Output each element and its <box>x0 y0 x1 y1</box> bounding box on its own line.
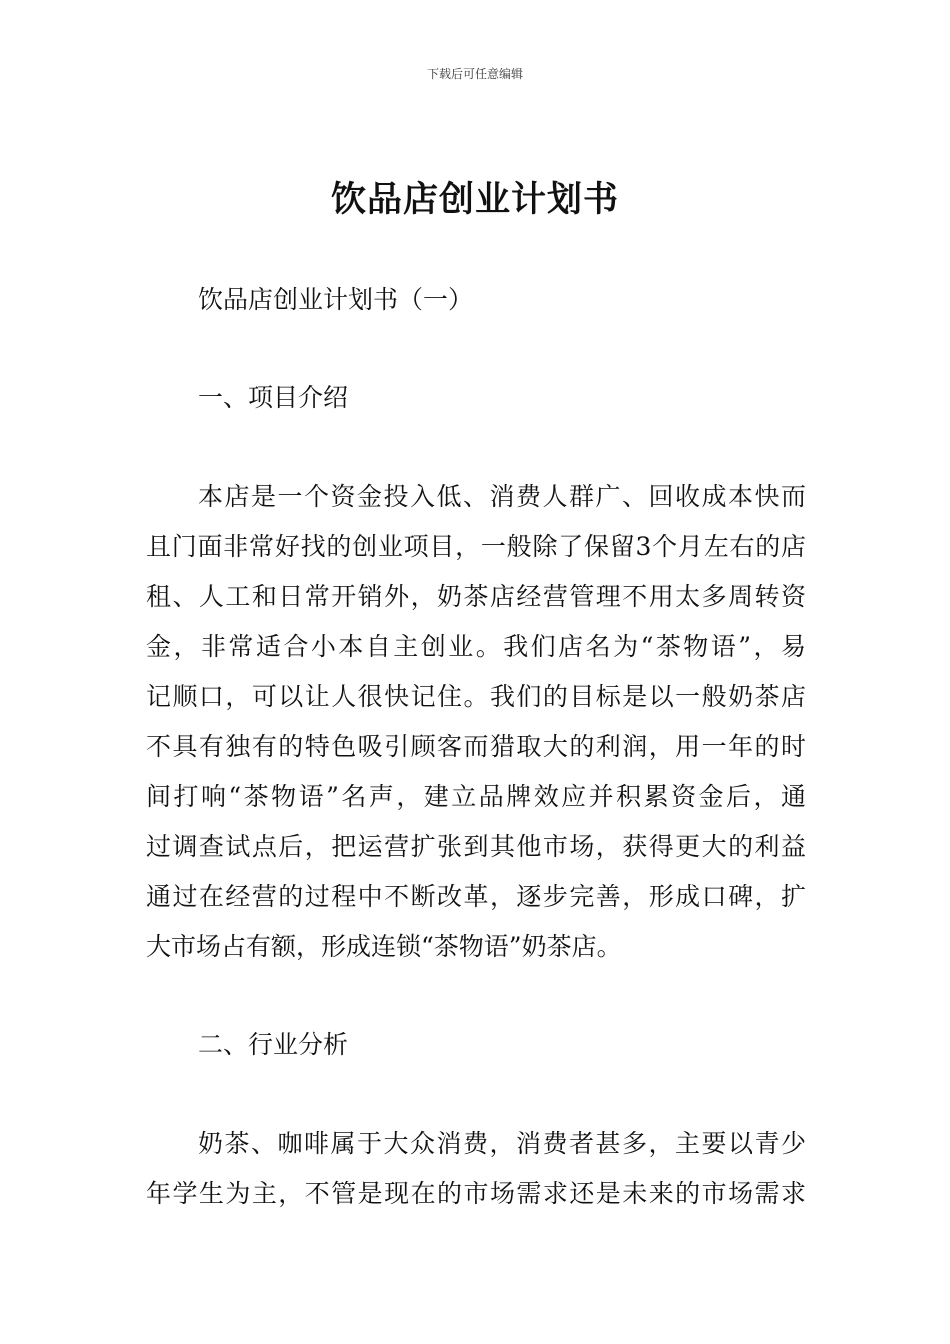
subtitle: 饮品店创业计划书（一） <box>198 285 474 314</box>
paragraph-line: 过调查试点后，把运营扩张到其他市场，获得更大的利益 <box>146 832 806 861</box>
section-heading-industry-analysis: 二、行业分析 <box>198 1030 349 1059</box>
paragraph-line: 大市场占有额，形成连锁“茶物语”奶茶店。 <box>146 932 622 961</box>
paragraph-line: 本店是一个资金投入低、消费人群广、回收成本快而 <box>198 482 806 511</box>
section-heading-project-intro: 一、项目介绍 <box>198 383 349 412</box>
paragraph-line: 记顺口，可以让人很快记住。我们的目标是以一般奶茶店 <box>146 682 806 711</box>
paragraph-line: 间打响“茶物语”名声，建立品牌效应并积累资金后，通 <box>146 782 806 811</box>
paragraph-line: 金，非常适合小本自主创业。我们店名为“茶物语”，易 <box>146 632 806 661</box>
paragraph-line: 奶茶、咖啡属于大众消费，消费者甚多，主要以青少 <box>198 1129 806 1158</box>
paragraph-line: 不具有独有的特色吸引顾客而猎取大的利润，用一年的时 <box>146 732 806 761</box>
paragraph-line: 租、人工和日常开销外，奶茶店经营管理不用太多周转资 <box>146 582 806 611</box>
page-header-note: 下载后可任意编辑 <box>426 67 523 81</box>
document-title: 饮品店创业计划书 <box>330 180 619 220</box>
paragraph-line: 且门面非常好找的创业项目，一般除了保留3个月左右的店 <box>146 532 806 561</box>
paragraph-line: 年学生为主，不管是现在的市场需求还是未来的市场需求 <box>146 1179 806 1208</box>
paragraph-line: 通过在经营的过程中不断改革，逐步完善，形成口碑，扩 <box>146 882 806 911</box>
